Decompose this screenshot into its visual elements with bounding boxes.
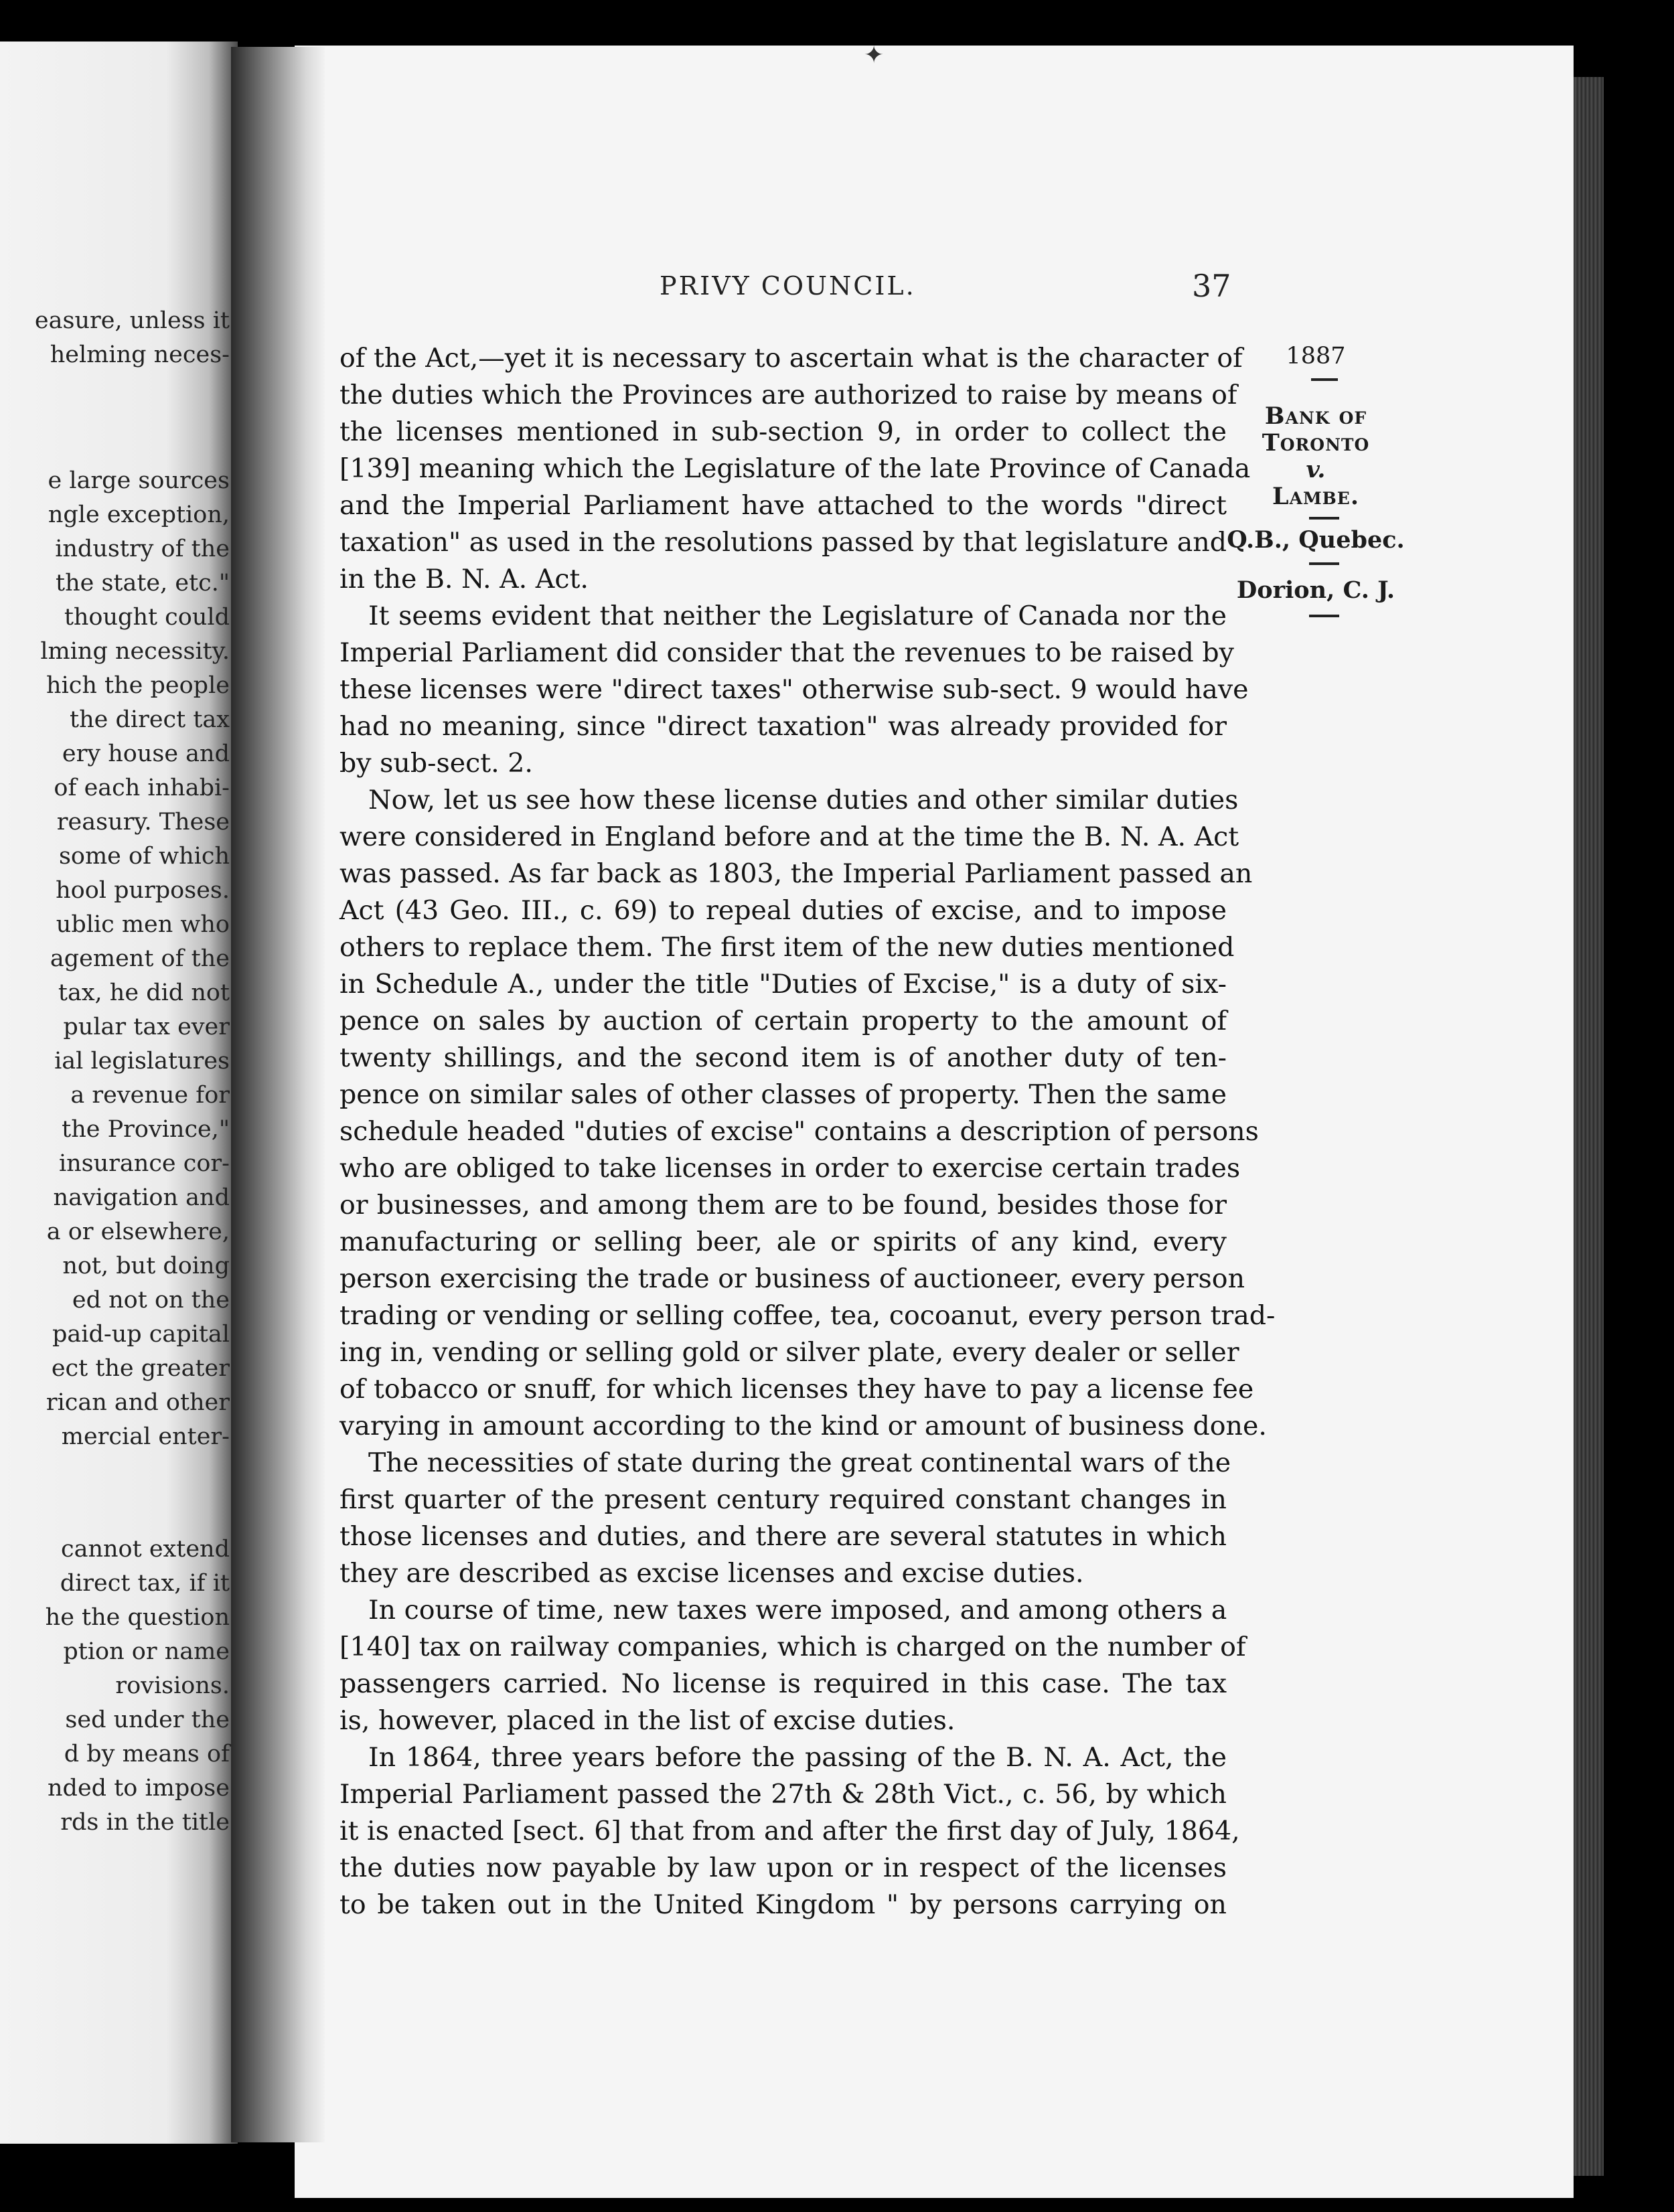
body-text-line: trading or vending or selling coffee, tea, cocoanut, every person trad- bbox=[339, 1300, 1276, 1331]
body-text-line: in Schedule A., under the title "Duties of Excise," is a duty of six- bbox=[339, 969, 1227, 1000]
left-page-line: mercial enter- bbox=[61, 1423, 230, 1450]
body-text-line: taxation" as used in the resolutions passed by that legislature and bbox=[339, 527, 1227, 558]
left-page-line: ublic men who bbox=[56, 911, 230, 938]
left-page-line: direct tax, if it bbox=[60, 1570, 230, 1597]
left-page-line: some of which bbox=[58, 843, 230, 870]
body-text-line: the duties which the Provinces are authorized to raise by means of bbox=[339, 380, 1237, 410]
body-text-line: pence on sales by auction of certain property to the amount of bbox=[339, 1006, 1227, 1036]
body-text-line: who are obliged to take licenses in order to exercise certain trades bbox=[339, 1153, 1241, 1184]
left-page-line: a or elsewhere, bbox=[46, 1218, 230, 1245]
body-text-line: pence on similar sales of other classes of property. Then the same bbox=[339, 1079, 1227, 1110]
body-text-line: Imperial Parliament passed the 27th & 28th Vict., c. 56, by which bbox=[339, 1779, 1227, 1810]
body-text-line: first quarter of the present century required constant changes in bbox=[339, 1484, 1227, 1515]
body-text-line: to be taken out in the United Kingdom " by persons carrying on bbox=[339, 1889, 1227, 1920]
left-page-line: rovisions. bbox=[115, 1672, 230, 1699]
left-page-line: helming neces- bbox=[50, 341, 230, 368]
body-text-line: in the B. N. A. Act. bbox=[339, 564, 589, 595]
binding-mark: ✦ bbox=[864, 42, 885, 69]
left-page-line: rican and other bbox=[46, 1389, 230, 1416]
body-text-line: Now, let us see how these license duties and other similar duties bbox=[368, 785, 1239, 815]
margin-note-versus: v. bbox=[1306, 456, 1326, 483]
left-page-line: insurance cor- bbox=[58, 1150, 230, 1177]
left-page-line: reasury. These bbox=[56, 809, 230, 836]
left-page-line: nded to impose bbox=[48, 1775, 230, 1802]
body-text-line: was passed. As far back as 1803, the Imperial Parliament passed an bbox=[339, 858, 1253, 889]
left-page-line: agement of the bbox=[50, 945, 230, 972]
body-text-line: person exercising the trade or business of auctioneer, every person bbox=[339, 1263, 1245, 1294]
left-page-line: hool purposes. bbox=[56, 877, 230, 904]
left-page-line: d by means of bbox=[64, 1741, 230, 1767]
margin-note-case-name: Lambe. bbox=[1272, 483, 1360, 510]
body-text-line: these licenses were "direct taxes" otherwise sub-sect. 9 would have bbox=[339, 674, 1249, 705]
left-page-line: of each inhabi- bbox=[54, 775, 230, 801]
left-page-line: thought could bbox=[64, 604, 230, 631]
body-text-line: or businesses, and among them are to be found, besides those for bbox=[339, 1190, 1227, 1220]
body-text-line: Act (43 Geo. III., c. 69) to repeal duties of excise, and to impose bbox=[339, 895, 1227, 926]
page-edge-stack bbox=[1574, 77, 1604, 2176]
left-page-line: he the question bbox=[45, 1604, 230, 1631]
left-page-fragment bbox=[0, 42, 238, 2144]
margin-note-court: Q.B., Quebec. bbox=[1227, 526, 1405, 554]
body-text-line: is, however, placed in the list of excise duties. bbox=[339, 1705, 956, 1736]
body-text-line: the licenses mentioned in sub-section 9, in order to collect the bbox=[339, 416, 1227, 447]
body-text-line: those licenses and duties, and there are several statutes in which bbox=[339, 1521, 1227, 1552]
left-page-line: e large sources bbox=[48, 467, 230, 494]
body-text-line: were considered in England before and at the time the B. N. A. Act bbox=[339, 821, 1239, 852]
margin-rule bbox=[1309, 517, 1339, 520]
left-page-line: industry of the bbox=[55, 536, 230, 562]
running-header-title: PRIVY COUNCIL. bbox=[660, 271, 916, 301]
body-text-line: schedule headed "duties of excise" contains a description of persons bbox=[339, 1116, 1259, 1147]
body-text-line: others to replace them. The first item of the new duties mentioned bbox=[339, 932, 1235, 963]
left-page-line: ngle exception, bbox=[48, 501, 230, 528]
margin-rule bbox=[1309, 562, 1339, 565]
left-page-line: navigation and bbox=[53, 1184, 230, 1211]
margin-note-judge: Dorion, C. J. bbox=[1236, 576, 1395, 604]
body-text-line: had no meaning, since "direct taxation" was already provided for bbox=[339, 711, 1227, 742]
left-page-line: ial legislatures bbox=[54, 1048, 230, 1075]
body-text-line: The necessities of state during the great continental wars of the bbox=[368, 1447, 1231, 1478]
margin-note-case-name: Bank of bbox=[1264, 402, 1367, 430]
book-gutter-shadow bbox=[231, 47, 325, 2142]
body-text-line: [139] meaning which the Legislature of the late Province of Canada bbox=[339, 453, 1251, 484]
left-page-line: cannot extend bbox=[61, 1536, 230, 1563]
left-page-line: ect the greater bbox=[51, 1355, 230, 1382]
body-text-line: In course of time, new taxes were imposed, and among others a bbox=[368, 1595, 1227, 1626]
page-number: 37 bbox=[1192, 268, 1231, 304]
left-page-line: a revenue for bbox=[70, 1082, 230, 1109]
body-text-line: It seems evident that neither the Legislature of Canada nor the bbox=[368, 601, 1227, 631]
left-page-line: ption or name bbox=[63, 1638, 230, 1665]
left-page-line: easure, unless it bbox=[34, 307, 230, 334]
body-text-line: the duties now payable by law upon or in respect of the licenses bbox=[339, 1852, 1227, 1883]
left-page-line: sed under the bbox=[65, 1707, 230, 1733]
body-text-line: [140] tax on railway companies, which is charged on the number of bbox=[339, 1632, 1246, 1662]
left-page-line: rds in the title bbox=[60, 1809, 230, 1836]
body-text-line: by sub-sect. 2. bbox=[339, 748, 533, 779]
left-page-line: the state, etc." bbox=[56, 570, 230, 597]
margin-note-year: 1887 bbox=[1286, 343, 1346, 370]
left-page-line: ed not on the bbox=[72, 1287, 230, 1314]
margin-rule bbox=[1311, 378, 1338, 381]
left-page-line: hich the people bbox=[46, 672, 230, 699]
left-page-line: lming necessity. bbox=[40, 638, 230, 665]
body-text-line: manufacturing or selling beer, ale or spirits of any kind, every bbox=[339, 1227, 1227, 1257]
body-text-line: varying in amount according to the kind or amount of business done. bbox=[339, 1411, 1267, 1441]
left-page-line: pular tax ever bbox=[63, 1014, 230, 1040]
margin-rule bbox=[1309, 615, 1339, 617]
body-text-line: passengers carried. No license is required in this case. The tax bbox=[339, 1668, 1227, 1699]
left-page-line: the Province," bbox=[62, 1116, 230, 1143]
left-page-line: not, but doing bbox=[62, 1253, 230, 1279]
body-text-line: of tobacco or snuff, for which licenses they have to pay a license fee bbox=[339, 1374, 1254, 1405]
left-page-line: tax, he did not bbox=[58, 979, 230, 1006]
body-text-line: they are described as excise licenses and excise duties. bbox=[339, 1558, 1084, 1589]
body-text-line: Imperial Parliament did consider that the revenues to be raised by bbox=[339, 637, 1234, 668]
body-text-line: twenty shillings, and the second item is of another duty of ten- bbox=[339, 1042, 1227, 1073]
body-text-line: it is enacted [sect. 6] that from and after the first day of July, 1864, bbox=[339, 1816, 1240, 1846]
left-page-line: paid-up capital bbox=[52, 1321, 230, 1348]
margin-note-case-name: Toronto bbox=[1262, 429, 1370, 457]
body-text-line: In 1864, three years before the passing of the B. N. A. Act, the bbox=[368, 1742, 1227, 1773]
body-text-line: ing in, vending or selling gold or silver plate, every dealer or seller bbox=[339, 1337, 1239, 1368]
left-page-line: ery house and bbox=[62, 740, 230, 767]
body-text-line: of the Act,—yet it is necessary to ascertain what is the character of bbox=[339, 343, 1243, 374]
body-text-line: and the Imperial Parliament have attached to the words "direct bbox=[339, 490, 1227, 521]
left-page-line: the direct tax bbox=[70, 706, 230, 733]
